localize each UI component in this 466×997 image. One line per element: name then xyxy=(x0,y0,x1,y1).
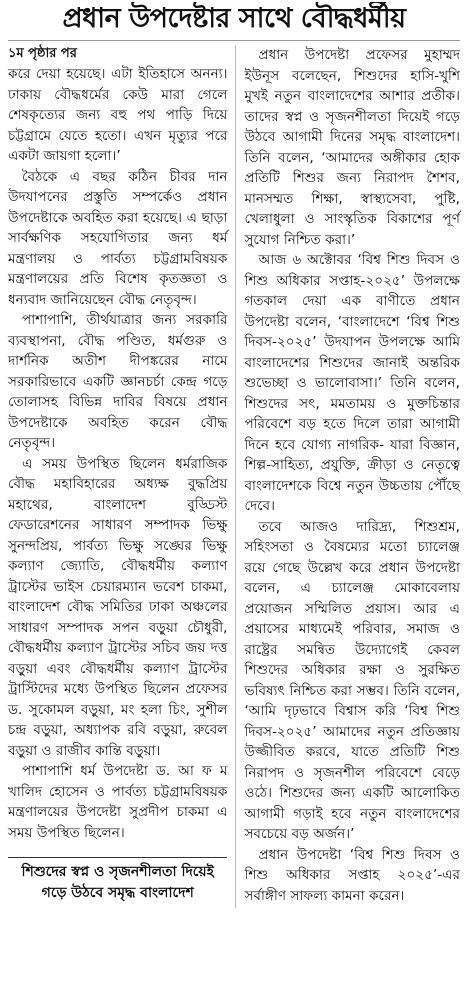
left-column xyxy=(8,45,236,908)
continued-from-label: ১ম পৃষ্ঠার পর xyxy=(8,46,77,61)
headline: প্রধান উপদেষ্টার সাথে বৌদ্ধধর্মীয় xyxy=(8,2,460,41)
left-paragraph-4: এ সময় উপস্থিত ছিলেন ধর্মরাজিক বৌদ্ধ মহাবিহারের অধ্যক্ষ বুদ্ধপ্রিয় মহাথের, বাংলাদেশ বুড্ডিস্ট ফেডারেশনের সাধারণ সম্পাদক ভিক্ষু সুনন্দপ্রিয়, পার্বত্য ভিক্ষু সঙ্ঘের ভিক্ষু কল্যাণ জ্যোতি, বৌদ্ধধর্মীয় কল্যাণ ট্রাস্টের ভাইস চেয়ারম্যান ভবেশ চাকমা, বাংলাদেশ বৌদ্ধ সমিতির ঢাকা অঞ্চলের সাধারণ সম্পাদক সপন বড়ুয়া চৌধুরী, বৌদ্ধধর্মীয় কল্যাণ ট্রাস্টের সচিব জয় দত্ত বড়ুয়া এবং বৌদ্ধধর্মীয় কল্যাণ ট্রাস্টের ট্রাস্টিদের মধ্যে উপস্থিত ছিলেন প্রফেসর ড. সুকোমল বড়ুয়া, মং হলা চিং, সুশীল চন্দ্র বড়ুয়া, অধ্যাপক রবি বড়ুয়া, রুবেল বড়ুয়া ও রাজীব কান্তি বড়ুয়া। xyxy=(8,455,228,759)
right-paragraph-1: প্রধান উপদেষ্টা প্রফেসর মুহাম্মদ ইউনূস বলেছেন, শিশুদের হাসি-খুশি মুখই নতুন বাংলাদেশের আশার প্রতীক। তাদের স্বপ্ন ও সৃজনশীলতা দিয়েই গড়ে উঠবে আগামী দিনের সমৃদ্ধ বাংলাদেশ। তিনি বলেন, ‘আমাদের অঙ্গীকার হোক প্রতিটি শিশুর জন্য নিরাপদ শৈশব, মানসম্মত শিক্ষা, স্বাস্থ্যসেবা, পুষ্টি, খেলাধুলা ও সাংস্কৃতিক বিকাশের পূর্ণ সুযোগ নিশ্চিত করা।’ xyxy=(244,47,460,248)
left-paragraph-2: বৈঠকে এ বছর কঠিন চীবর দান উদযাপনের প্রস্তুতি সম্পর্কেও প্রধান উপদেষ্টাকে অবহিত করা হয়েছে। এ ছাড়া সার্বক্ষণিক সহযোগিতার জন্য ধর্ম মন্ত্রণালয় ও পার্বত্য চট্টগ্রামবিষয়ক মন্ত্রণালয়ের প্রতি বিশেষ কৃতজ্ঞতা ও ধন্যবাদ জানিয়েছেন বৌদ্ধ নেতৃবৃন্দ। xyxy=(8,168,228,308)
left-paragraph-3: পাশাপাশি, তীর্থযাত্রার জন্য সরকারি ব্যবস্থাপনা, বৌদ্ধ পণ্ডিত, ধর্মগুরু ও দার্শনিক অতীশ দীপঙ্করের নামে সরকারিভাবে একটি জ্ঞানচর্চা কেন্দ্র গড়ে তোলাসহ বিভিন্ন দাবির বিষয়ে প্রধান উপদেষ্টাকে অবহিত করেন বৌদ্ধ নেতৃবৃন্দ। xyxy=(8,312,228,451)
right-paragraph-4: প্রধান উপদেষ্টা ‘বিশ্ব শিশু দিবস ও শিশু অধিকার সপ্তাহ ২০২৫’-এর সর্বাঙ্গীণ সাফল্য কামনা করেন। xyxy=(244,846,460,904)
article-columns xyxy=(8,45,460,908)
right-paragraph-3: তবে আজও দারিদ্র্য, শিশুশ্রম, সহিংসতা ও বৈষম্যের মতো চ্যালেঞ্জ রয়ে গেছে উল্লেখ করে প্রধান উপদেষ্টা বলেন, এ চ্যালেঞ্জ মোকাবেলায় প্রয়োজন সম্মিলিত প্রয়াস। আর এ প্রয়াসের মাধ্যমেই পরিবার, সমাজ ও রাষ্ট্রের সমন্বিত উদ্যোগেই কেবল শিশুদের অধিকার রক্ষা ও সুরক্ষিত ভবিষ্যৎ নিশ্চিত করা সম্ভব। তিনি বলেন, ‘আমি দৃঢ়ভাবে বিশ্বাস করি ‘বিশ্ব শিশু দিবস-২০২৫’ আমাদের নতুন প্রতিজ্ঞায় উজ্জীবিত করবে, যাতে প্রতিটি শিশু নিরাপদ ও সৃজনশীল পরিবেশে বেড়ে ওঠে। শিশুদের জন্য একটি আলোকিত আগামী গড়াই হবে নতুন বাংলাদেশের সবচেয়ে বড় অর্জন।’ xyxy=(244,518,460,842)
right-paragraph-2: আজ ৬ অক্টোবর ‘বিশ্ব শিশু দিবস ও শিশু অধিকার সপ্তাহ-২০২৫’ উপলক্ষে গতকাল দেয়া এক বাণীতে প্রধান উপদেষ্টা বলেন, ‘বাংলাদেশে ‘বিশ্ব শিশু দিবস-২০২৫’ উদযাপন উপলক্ষে আমি বাংলাদেশের শিশুদের জানাই অন্তরিক শুভেচ্ছা ও ভালোবাসা।’ তিনি বলেন, শিশুদের সৎ, মমতাময় ও মুক্তচিন্তার পরিবেশে বড় হতে দিলে তারা আগামী দিনে হবে যোগ্য নাগরিক- যারা বিজ্ঞান, শিল্প-সাহিত্য, প্রযুক্তি, ক্রীড়া ও নেতৃত্বে বাংলাদেশকে বিশ্বে নতুন উচ্চতায় পৌঁছে দেবে। xyxy=(244,252,460,514)
right-column xyxy=(236,45,460,908)
left-paragraph-1: করে দেয়া হয়েছে। এটা ইতিহাসে অনন্য। ঢাকায় বৌদ্ধধর্মের কেউ মারা গেলে শেষকৃত্যের জন্য বহু পথ পাড়ি দিয়ে চট্টগ্রামে যেতে হতো। এখন মৃত্যুর পরে একটা জায়গা হলো।’ xyxy=(8,66,228,164)
sub-article-heading: শিশুদের স্বপ্ন ও সৃজনশীলতা দিয়েই গড়ে উঠবে সমৃদ্ধ বাংলাদেশ xyxy=(8,857,227,908)
left-paragraph-5: পাশাপাশি ধর্ম উপদেষ্টা ড. আ ফ ম খালিদ হোসেন ও পার্বত্য চট্টগ্রামবিষয়ক মন্ত্রণালয়ের উপদেষ্টা সুপ্রদীপ চাকমা এ সময় উপস্থিত ছিলেন। xyxy=(8,763,228,841)
